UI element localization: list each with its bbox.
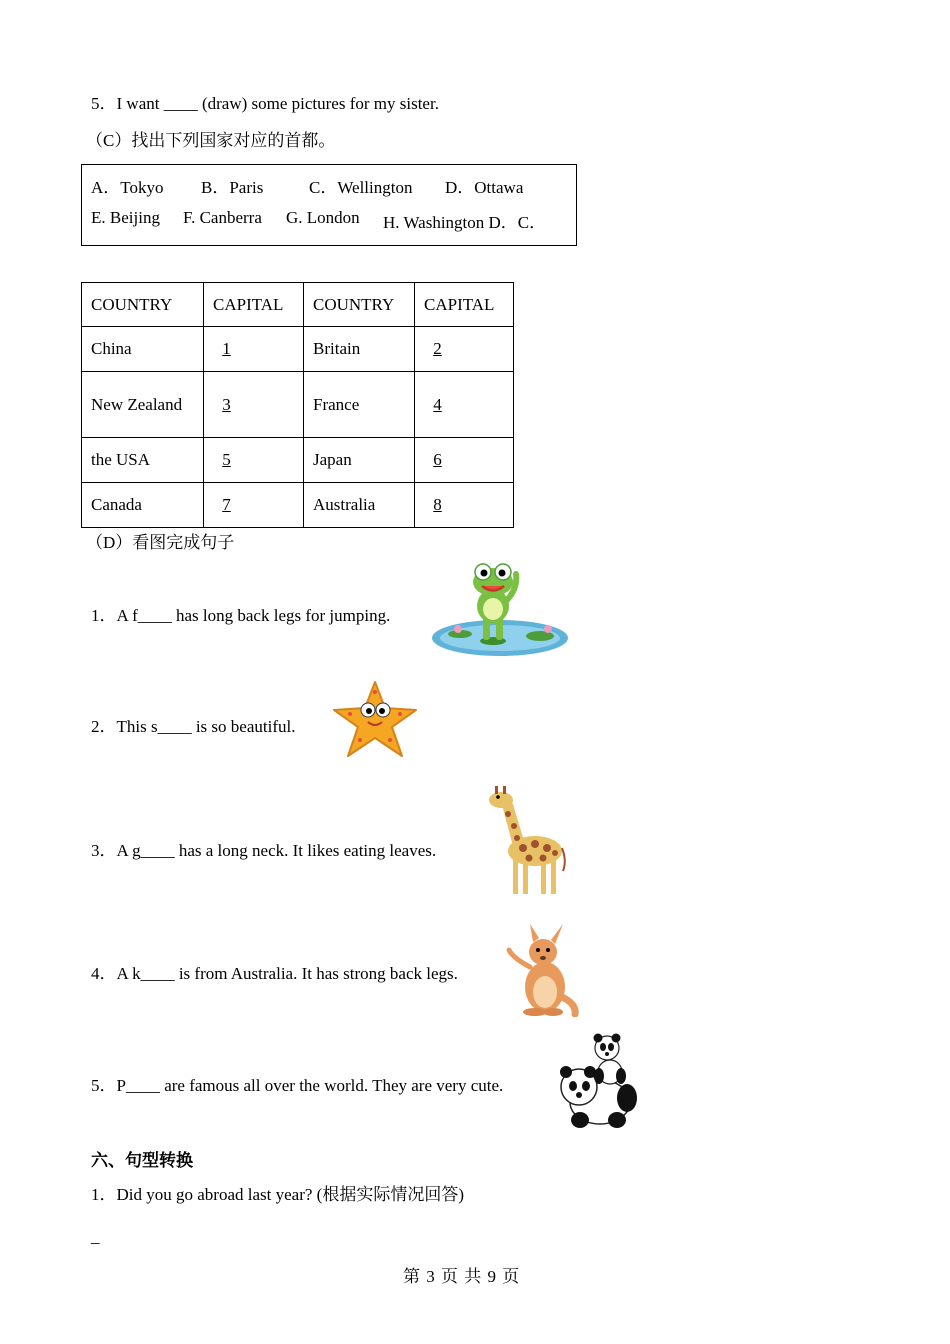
capital-blank (204, 372, 304, 438)
country-cell: New Zealand (82, 372, 204, 438)
section-d-heading: （D）看图完成句子 (86, 533, 235, 552)
country-cell: the USA (82, 438, 204, 483)
blank-number: 8 (433, 495, 442, 514)
header-country-1: COUNTRY (82, 283, 204, 327)
starfish-icon (330, 680, 420, 760)
option-b: B．Paris (201, 178, 264, 197)
blank-number: 4 (433, 394, 442, 414)
question-d3: 3．A g____ has a long neck. It likes eating leaves. (91, 841, 437, 860)
capital-blank (415, 327, 514, 372)
capital-blank (204, 483, 304, 528)
capital-blank (415, 483, 514, 528)
question-6-1: 1．Did you go abroad last year? (根据实际情况回答) (91, 1185, 464, 1204)
option-g: G. London (286, 208, 360, 227)
option-a: A．Tokyo (91, 178, 164, 197)
table-row (82, 438, 514, 483)
giraffe-icon (483, 786, 568, 896)
country-cell: Canada (82, 483, 204, 528)
answer-line: _ (91, 1227, 100, 1246)
country-cell: Britain (304, 327, 415, 372)
option-d: D．Ottawa (445, 178, 524, 197)
option-f: F. Canberra (183, 208, 262, 227)
section-c-heading: （C）找出下列国家对应的首都。 (86, 131, 336, 150)
section-6-heading: 六、句型转换 (91, 1151, 193, 1171)
capital-blank (415, 438, 514, 483)
question-d5: 5．P____ are famous all over the world. They are very cute. (91, 1076, 504, 1095)
question-d2: 2．This s____ is so beautiful. (91, 717, 296, 736)
country-capital-table (81, 282, 514, 528)
country-cell: France (304, 372, 415, 438)
table-row (82, 483, 514, 528)
capital-blank (204, 438, 304, 483)
blank-number: 5 (222, 450, 231, 469)
frog-icon (430, 562, 570, 660)
panda-icon (555, 1032, 641, 1130)
question-d1: 1．A f____ has long back legs for jumping. (91, 606, 391, 625)
option-e: E. Beijing (91, 208, 160, 227)
header-country-2: COUNTRY (304, 283, 415, 327)
table-header-row (82, 283, 514, 327)
option-h: H. Washington D．C． (383, 213, 547, 232)
header-capital-1: CAPITAL (204, 283, 304, 327)
kangaroo-icon (505, 922, 580, 1017)
table-row (82, 372, 514, 438)
header-capital-2: CAPITAL (415, 283, 514, 327)
blank-number: 6 (433, 450, 442, 469)
blank-number: 2 (433, 339, 442, 358)
capital-options-box (81, 164, 577, 246)
page-footer: 第 3 页 共 9 页 (403, 1267, 521, 1286)
country-cell: China (82, 327, 204, 372)
country-cell: Australia (304, 483, 415, 528)
question-d4: 4．A k____ is from Australia. It has strong back legs. (91, 964, 458, 983)
country-cell: Japan (304, 438, 415, 483)
question-b5: 5．I want ____ (draw) some pictures for my sister. (91, 94, 439, 113)
blank-number: 3 (222, 394, 231, 414)
capital-blank (204, 327, 304, 372)
blank-number: 7 (222, 495, 231, 514)
table-row (82, 327, 514, 372)
blank-number: 1 (222, 339, 231, 358)
capital-blank (415, 372, 514, 438)
option-c: C．Wellington (309, 178, 413, 197)
